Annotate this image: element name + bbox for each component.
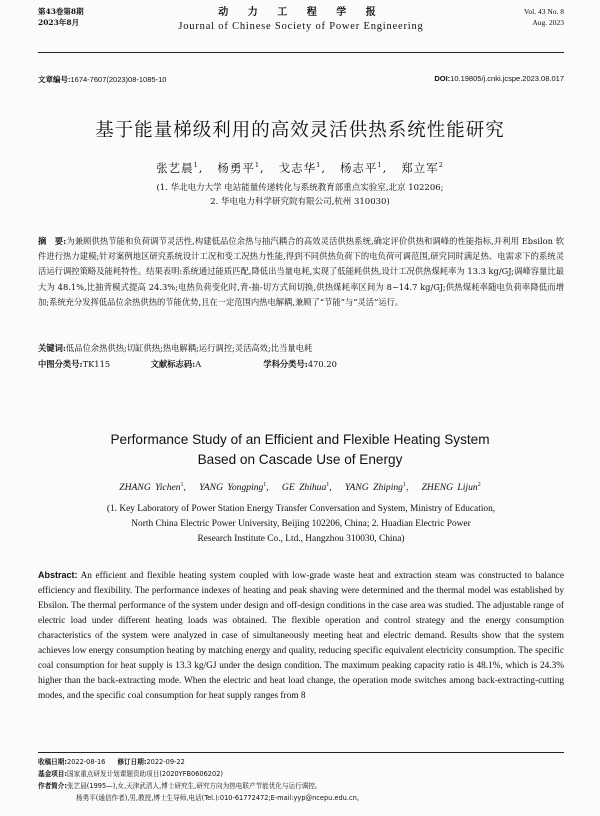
- title-en-line: Based on Cascade Use of Energy: [197, 452, 403, 467]
- classification: [38, 358, 337, 370]
- authors-en: ZHANG Yichen$^1$, YANG Yongping$^1$, GE Zhihua$^1$, YANG Zhiping$^1$, ZHENG Lijun$^2$: [119, 482, 481, 494]
- author-bio-line: [38, 780, 564, 792]
- volume-en: Vol. 43 No. 8: [523, 7, 564, 16]
- affiliation-line: (1. 华北电力大学 电站能量传递转化与系统教育部重点实验室,北京 102206;: [156, 183, 444, 193]
- author-sup: 1: [377, 161, 383, 170]
- author-sup: 2: [438, 161, 444, 170]
- doi-label: DOI:: [434, 74, 451, 83]
- subject-label: 学科分类号:: [263, 359, 308, 369]
- fund-label: 基金项目:: [38, 770, 68, 778]
- author-en: ZHENG Lijun: [421, 482, 478, 494]
- dates-line: [38, 756, 564, 768]
- abstract-en-label: Abstract:: [38, 570, 78, 580]
- article-no: 1674-7607(2023)08-1085-10: [70, 75, 167, 84]
- title-cn: 基于能量梯级利用的高效灵活供热系统性能研究: [95, 120, 505, 141]
- clc-label: 中图分类号:: [38, 359, 83, 369]
- affiliation-line: 2. 华电电力科学研究院有限公司,杭州 310030): [210, 197, 390, 207]
- abstract-cn-label: 摘 要:: [38, 236, 67, 246]
- affiliation-en-line: North China Electric Power University, Beijing 102206, China; 2. Huadian Electric Power: [131, 519, 471, 529]
- article-no-label: 文章编号:: [38, 75, 71, 84]
- date-en: Aug. 2023: [532, 18, 564, 27]
- author-cn: 戈志华: [278, 161, 317, 175]
- header-center: [38, 6, 564, 34]
- author-sup: 2: [477, 482, 481, 488]
- doi[interactable]: 10.19805/j.cnki.jcspe.2023.08.017: [450, 74, 564, 83]
- authors-cn: 张艺晨$^1$, 杨勇平$^1$, 戈志华$^1$, 杨志平$^1$, 郑立军$^2$: [156, 161, 444, 175]
- affiliation-en-line: Research Institute Co., Ltd., Hangzhou 310030, China): [197, 534, 405, 544]
- author-sup: 1: [180, 482, 184, 488]
- journal-name-en: Journal of Chinese Society of Power Engineering: [178, 21, 424, 32]
- journal-name-cn: 动 力 工 程 学 报: [218, 7, 384, 18]
- author-bio-text: 张艺晨(1995—),女,天津武清人,博士研究生,研究方向为热电联产节能优化与运行调控。: [67, 782, 322, 790]
- keywords: [38, 342, 564, 354]
- author-en: ZHANG Yichen: [119, 482, 181, 494]
- fund-text: 国家重点研发计划课题资助项目(2020YFB0606202): [67, 770, 223, 778]
- volume-cn: 第43卷第8期: [38, 7, 84, 16]
- subject-value: 470.20: [307, 359, 337, 369]
- title-en: [0, 430, 600, 470]
- author-cn: 杨勇平: [217, 161, 255, 175]
- author-cn: 杨志平: [339, 161, 378, 175]
- author-en: YANG Zhiping: [344, 482, 403, 494]
- journal-header: [38, 6, 564, 53]
- doc-code-label: 文献标志码:: [150, 359, 196, 369]
- author-bio-label: 作者简介:: [38, 782, 68, 790]
- revised-date: 2022-09-22: [146, 758, 185, 766]
- author-cn: 郑立军: [401, 161, 439, 175]
- author-cn: 张艺晨: [156, 161, 194, 175]
- author-sup: 1: [263, 482, 267, 488]
- author-sup: 1: [193, 161, 199, 170]
- footnote: [38, 752, 564, 804]
- abstract-cn: [38, 234, 564, 310]
- affiliation-en: [60, 502, 542, 547]
- author-sup: 1: [402, 482, 406, 488]
- received-label: 收稿日期:: [38, 758, 68, 766]
- author-sup: 1: [254, 161, 261, 170]
- abstract-en: [38, 568, 564, 704]
- doc-code-value: A: [195, 359, 202, 369]
- header-right: [524, 6, 564, 28]
- abstract-en-text: An efficient and flexible heating system coupled with low-grade waste heat and extraction steam was constructed to balance efficiency and flexibility. The performance indexes of heating and peak shaving were determined and the thermal model was established by Ebsilon. The thermal performance of the system under design and off-design conditions in the case area was studied. The adjustable range of electric load under different heating loads was obtained. The flexible operation and control strategy and the energy consumption characteristics of the system were analyzed in case of simultaneously meeting heat and electric demand. Results show that the system achieves low energy consumption heating by matching energy and quality, reducing specific equivalent electricity consumption. The specific coal consumption for heat supply is 13.3 kg/GJ under the design condition. The maximum peaking capacity ratio is 48.1%, which is 24.3% higher than the back-extracting mode. When the electric and heat load change, the operation mode switches among back-extracting-cutting modes, and the specific coal consumption for heat supply ranges from 8: [38, 571, 564, 701]
- keywords-text: 低品位余热供热;切缸供热;热电解耦;运行调控;灵活高效;比当量电耗: [65, 343, 313, 353]
- corresponding-line: 杨勇平(通信作者),男,教授,博士生导师,电话(Tel.):010-61772472;E-mail:yyp@ncepu.edu.cn。: [76, 794, 364, 802]
- affiliation-en-line: (1. Key Laboratory of Power Station Energy Transfer Conversation and System, Ministry of Education,: [106, 504, 496, 514]
- revised-label: 修订日期:: [117, 758, 147, 766]
- affiliation-cn: [0, 181, 600, 209]
- author-en: YANG Yongping: [199, 482, 264, 494]
- keywords-label: 关键词:: [38, 343, 66, 353]
- article-meta: [38, 74, 564, 85]
- received-date: 2022-08-16: [67, 758, 106, 766]
- fund-line: [38, 768, 564, 780]
- author-sup: 1: [326, 482, 330, 488]
- author-sup: 1: [316, 161, 322, 170]
- title-en-line: Performance Study of an Efficient and Flexible Heating System: [110, 432, 490, 447]
- author-en: GE Zhihua: [281, 482, 327, 494]
- date-cn: 2023年8月: [38, 18, 80, 27]
- clc-value: TK115: [82, 359, 111, 369]
- abstract-cn-text: 为兼顾供热节能和负荷调节灵活性,构建低品位余热与抽汽耦合的高效灵活供热系统,确定评价供热和调峰的性能指标,并利用 Ebsilon 软件进行热力建模;针对案例地区研究系统设计工况和变工况热力性能,得到不同供热负荷下的电负荷可调范围,研究同时满足热、电需求下的系统灵活运行调控策略及能耗特性。结果表明:系统通过能质匹配,降低出当量电耗,实现了低能耗供热,设计工况供热煤耗率为 13.3 kg/GJ;调峰容量比最大为 48.1%,比抽背模式提高 24.3%;电热负荷变化时,背-抽-切方式间切换,供热煤耗率区间为 8~14.7 kg/GJ;供热煤耗率随电负荷率降低而增加;系统充分发挥低品位余热供热的节能优势,且在一定范围内热电解耦,兼顾了“节能”与“灵活”运行。: [38, 236, 564, 307]
